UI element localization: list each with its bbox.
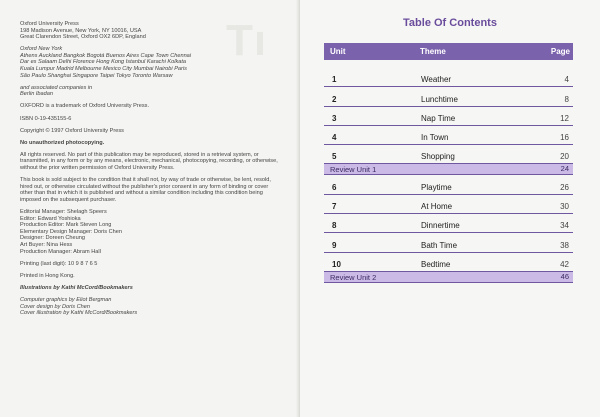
toc-row — [324, 126, 573, 145]
unit-number: 5 — [332, 152, 337, 162]
unit-page: 30 — [560, 202, 569, 212]
toc-row — [324, 68, 573, 87]
sale-conditions-text: This book is sold subject to the condition that it shall not, by way of trade or otherwise, be lent, resold, hired out, or otherwise circulated without the publisher's prior consent in any form of binding or cover other than that in which it is published and without a similar condition including this condition being imposed on the subsequent purchaser. — [20, 177, 271, 203]
unit-page: 12 — [560, 113, 569, 123]
design-credit-line: Computer graphics by Eliot Bergman — [20, 296, 112, 303]
unit-page: 4 — [564, 75, 569, 85]
unit-page: 16 — [560, 133, 569, 143]
trademark-text: OXFORD is a trademark of Oxford University Press. — [20, 103, 149, 110]
unit-number: 6 — [332, 182, 337, 192]
associated-line: Berlin Ibadan — [20, 91, 53, 98]
toc-table — [324, 43, 573, 283]
unit-page: 20 — [560, 152, 569, 162]
unit-page: 26 — [560, 182, 569, 192]
copyright-text — [20, 21, 282, 322]
toc-row — [324, 175, 573, 194]
credit-line: Designer: Doreen Cheung — [20, 235, 85, 242]
toc-header — [324, 43, 573, 60]
unit-theme: Shopping — [421, 152, 455, 162]
unit-page: 8 — [564, 94, 569, 104]
unit-number: 4 — [332, 133, 337, 143]
unit-theme: At Home — [421, 202, 453, 212]
design-credit-line: Cover design by Doris Chen — [20, 303, 90, 310]
review-label: Review Unit 1 — [330, 165, 377, 175]
unit-theme: Dinnertime — [421, 221, 460, 231]
cities-line: São Paulo Shanghai Singapore Taipei Tokyo Toronto Warsaw — [20, 72, 173, 79]
illustrations-credit: Illustrations by Kathi McCord/Bookmakers — [20, 284, 133, 291]
credit-line: Elementary Design Manager: Doris Chen — [20, 228, 122, 235]
review-row — [324, 164, 573, 175]
unit-number: 8 — [332, 221, 337, 231]
copyright-notice: Copyright © 1997 Oxford University Press — [20, 127, 124, 134]
unit-page: 42 — [560, 259, 569, 269]
unit-number: 9 — [332, 240, 337, 250]
cities-line: Dar es Salaam Delhi Florence Hong Kong Istanbul Karachi Kolkata — [20, 59, 187, 66]
toc-row — [324, 107, 573, 126]
unit-header: Unit — [330, 47, 346, 56]
unit-number: 10 — [332, 259, 341, 269]
toc-row — [324, 253, 573, 272]
page-header: Page — [550, 47, 570, 56]
review-row — [324, 272, 573, 283]
rights-text: All rights reserved. No part of this publication may be reproduced, stored in a retrieval system, or transmitted, in any form or by any means, electronic, mechanical, photocopying, recording, or otherwise, without the prior written permission of Oxford University Press. — [20, 151, 278, 171]
unit-theme: In Town — [421, 133, 449, 143]
publisher-line: 198 Madison Avenue, New York, NY 10016, USA — [20, 27, 142, 34]
credit-line: Art Buyer: Nina Hess — [20, 241, 73, 248]
printed-in-line: Printed in Hong Kong. — [20, 272, 75, 279]
printing-line: Printing (last digit): 10 9 8 7 6 5 — [20, 260, 98, 267]
credit-line: Production Editor: Mark Steven Long — [20, 222, 112, 229]
unit-theme: Bath Time — [421, 240, 458, 250]
unit-number: 3 — [332, 113, 337, 123]
review-page: 46 — [560, 271, 569, 281]
toc-row — [324, 87, 573, 106]
toc-row — [324, 145, 573, 164]
unit-theme: Bedtime — [421, 259, 451, 269]
cities-line: Athens Auckland Bangkok Bogotá Buenos Aires Cape Town Chennai — [20, 52, 192, 59]
contents-page — [300, 0, 600, 417]
isbn-text: ISBN 0-19-435155-6 — [20, 115, 72, 122]
theme-header: Theme — [420, 47, 446, 56]
unit-number: 7 — [332, 202, 337, 212]
associated-line: and associated companies in — [20, 84, 93, 91]
show-through-ghost: Tı — [226, 16, 268, 65]
design-credit-line: Cover illustration by Kathi McCord/Bookmakers — [20, 310, 138, 317]
unit-number: 2 — [332, 94, 337, 104]
unit-number: 1 — [332, 75, 337, 85]
unit-theme: Weather — [421, 75, 452, 85]
unit-theme: Lunchtime — [421, 94, 458, 104]
unit-theme: Nap Time — [421, 113, 456, 123]
credit-line: Editorial Manager: Shelagh Speers — [20, 208, 107, 215]
unit-theme: Playtime — [421, 182, 452, 192]
toc-row — [324, 214, 573, 233]
unit-page: 38 — [560, 240, 569, 250]
toc-title: Table Of Contents — [403, 17, 497, 29]
review-label: Review Unit 2 — [330, 272, 377, 282]
credit-line: Editor: Edward Yoshioka — [20, 215, 81, 222]
cities-line: Kuala Lumpur Madrid Melbourne Mexico City Mumbai Nairobi Paris — [20, 66, 187, 73]
review-page: 24 — [560, 164, 569, 174]
cities-line: Oxford New York — [20, 46, 63, 53]
unit-page: 34 — [560, 221, 569, 231]
publisher-line: Great Clarendon Street, Oxford OX2 6DP, England — [20, 34, 146, 41]
credit-line: Production Manager: Abram Hall — [20, 248, 101, 255]
toc-row — [324, 195, 573, 214]
no-photocopy-notice: No unauthorized photocopying. — [20, 139, 105, 146]
toc-row — [324, 233, 573, 252]
publisher-line: Oxford University Press — [20, 21, 79, 27]
